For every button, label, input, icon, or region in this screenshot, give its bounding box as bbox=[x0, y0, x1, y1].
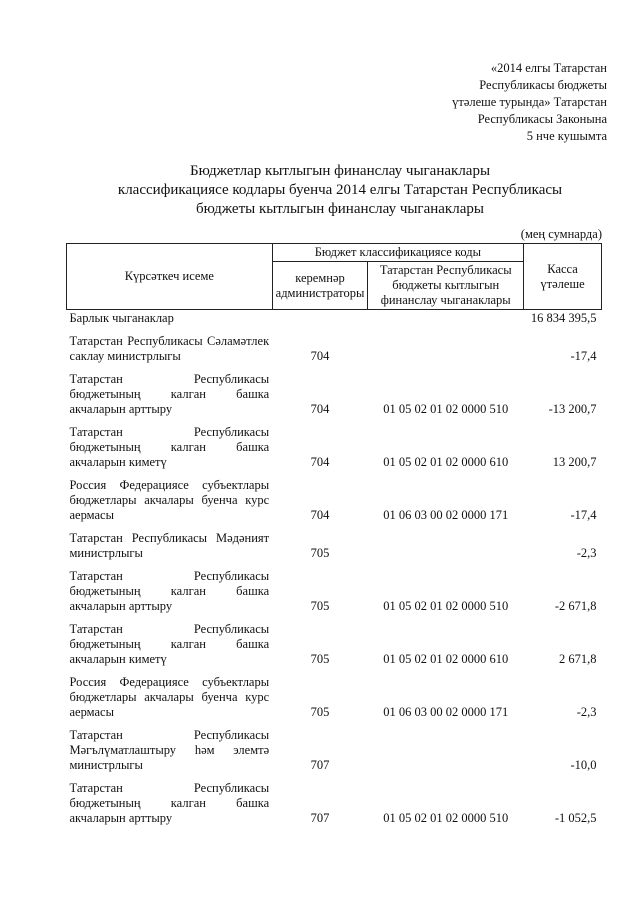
row-admin-code: 707 bbox=[310, 758, 330, 772]
row-name: Татарстан Республикасы бюджетының калган башка акчаларын киметү bbox=[69, 425, 270, 469]
document-title bbox=[80, 162, 600, 219]
table-row bbox=[67, 420, 602, 473]
row-name: Татарстан Республикасы Мәдәният министрлыгы bbox=[69, 531, 270, 560]
appendix-line: үтәлеше турында» Татарстан bbox=[452, 95, 607, 109]
appendix-note bbox=[397, 60, 607, 145]
header-indicator-name: Күрсәткеч исеме bbox=[67, 244, 273, 310]
table-row bbox=[67, 564, 602, 617]
row-admin-code: 705 bbox=[310, 599, 330, 613]
header-admin: керемнәр администраторы bbox=[272, 262, 368, 310]
header-source-code: Татарстан Республикасы бюджеты кытлыгын финанслау чыганаклары bbox=[368, 262, 524, 310]
title-line: Бюджетлар кытлыгын финанслау чыганаклары bbox=[189, 163, 491, 179]
row-name: Татарстан Республикасы бюджетының калган башка акчаларын арттыру bbox=[69, 372, 270, 416]
appendix-line: Республикасы бюджеты bbox=[479, 78, 607, 92]
row-source-code bbox=[368, 723, 524, 776]
appendix-line: 5 нче кушымта bbox=[526, 129, 607, 143]
table-row bbox=[67, 473, 602, 526]
title-line: бюджеты кытлыгын финанслау чыганаклары bbox=[196, 201, 484, 217]
total-row bbox=[67, 310, 602, 330]
table-row bbox=[67, 670, 602, 723]
row-source-code: 01 05 02 01 02 0000 510 bbox=[383, 402, 509, 416]
row-source-code bbox=[368, 329, 524, 367]
row-admin-code: 704 bbox=[310, 402, 330, 416]
row-source-code: 01 06 03 00 02 0000 171 bbox=[383, 508, 509, 522]
table-row bbox=[67, 776, 602, 829]
row-admin-code: 704 bbox=[310, 349, 330, 363]
row-amount: -2,3 bbox=[576, 546, 597, 560]
row-name: Россия Федерациясе субъектлары бюджетлары акчалары буенча курс аермасы bbox=[69, 478, 270, 522]
row-source-code: 01 05 02 01 02 0000 610 bbox=[383, 455, 509, 469]
row-name: Татарстан Республикасы Сәламәтлек саклау министрлыгы bbox=[69, 334, 270, 363]
header-classification-code: Бюджет классификациясе коды bbox=[272, 244, 523, 262]
row-amount: -1 052,5 bbox=[554, 811, 597, 825]
header-cash-execution: Касса үтәлеше bbox=[524, 244, 602, 310]
title-line: классификациясе кодлары буенча 2014 елгы Татарстан Республикасы bbox=[117, 182, 563, 198]
row-amount: -2,3 bbox=[576, 705, 597, 719]
table-row bbox=[67, 329, 602, 367]
row-name: Татарстан Республикасы бюджетының калган башка акчаларын киметү bbox=[69, 622, 270, 666]
row-admin-code: 705 bbox=[310, 705, 330, 719]
table-body bbox=[67, 310, 602, 830]
total-amount: 16 834 395,5 bbox=[530, 311, 597, 325]
appendix-line: Республикасы Законына bbox=[477, 112, 607, 126]
row-amount: -10,0 bbox=[570, 758, 597, 772]
row-name: Татарстан Республикасы бюджетының калган башка акчаларын арттыру bbox=[69, 781, 270, 825]
row-amount: 13 200,7 bbox=[552, 455, 597, 469]
table-row bbox=[67, 723, 602, 776]
row-amount: -17,4 bbox=[570, 508, 597, 522]
appendix-line: «2014 елгы Татарстан bbox=[490, 61, 607, 75]
table-row bbox=[67, 526, 602, 564]
table-header bbox=[67, 244, 602, 310]
total-code-empty bbox=[368, 310, 524, 330]
row-name: Россия Федерациясе субъектлары бюджетлары акчалары буенча курс аермасы bbox=[69, 675, 270, 719]
row-admin-code: 707 bbox=[310, 811, 330, 825]
table-row bbox=[67, 617, 602, 670]
row-source-code: 01 05 02 01 02 0000 510 bbox=[383, 599, 509, 613]
row-name: Татарстан Республикасы Мәгълүматлаштыру һәм элемтә министрлыгы bbox=[69, 728, 270, 772]
row-amount: 2 671,8 bbox=[559, 652, 597, 666]
row-admin-code: 705 bbox=[310, 546, 330, 560]
row-source-code: 01 05 02 01 02 0000 610 bbox=[383, 652, 509, 666]
row-admin-code: 704 bbox=[310, 508, 330, 522]
row-name: Татарстан Республикасы бюджетының калган башка акчаларын арттыру bbox=[69, 569, 270, 613]
total-label: Барлык чыганаклар bbox=[69, 311, 174, 325]
units-note: (мең сумнарда) bbox=[520, 227, 602, 241]
row-source-code bbox=[368, 526, 524, 564]
row-admin-code: 704 bbox=[310, 455, 330, 469]
budget-table bbox=[66, 243, 602, 829]
table-row bbox=[67, 367, 602, 420]
row-admin-code: 705 bbox=[310, 652, 330, 666]
row-amount: -2 671,8 bbox=[554, 599, 597, 613]
row-source-code: 01 06 03 00 02 0000 171 bbox=[383, 705, 509, 719]
row-amount: -13 200,7 bbox=[548, 402, 597, 416]
total-admin-empty bbox=[272, 310, 368, 330]
row-amount: -17,4 bbox=[570, 349, 597, 363]
row-source-code: 01 05 02 01 02 0000 510 bbox=[383, 811, 509, 825]
